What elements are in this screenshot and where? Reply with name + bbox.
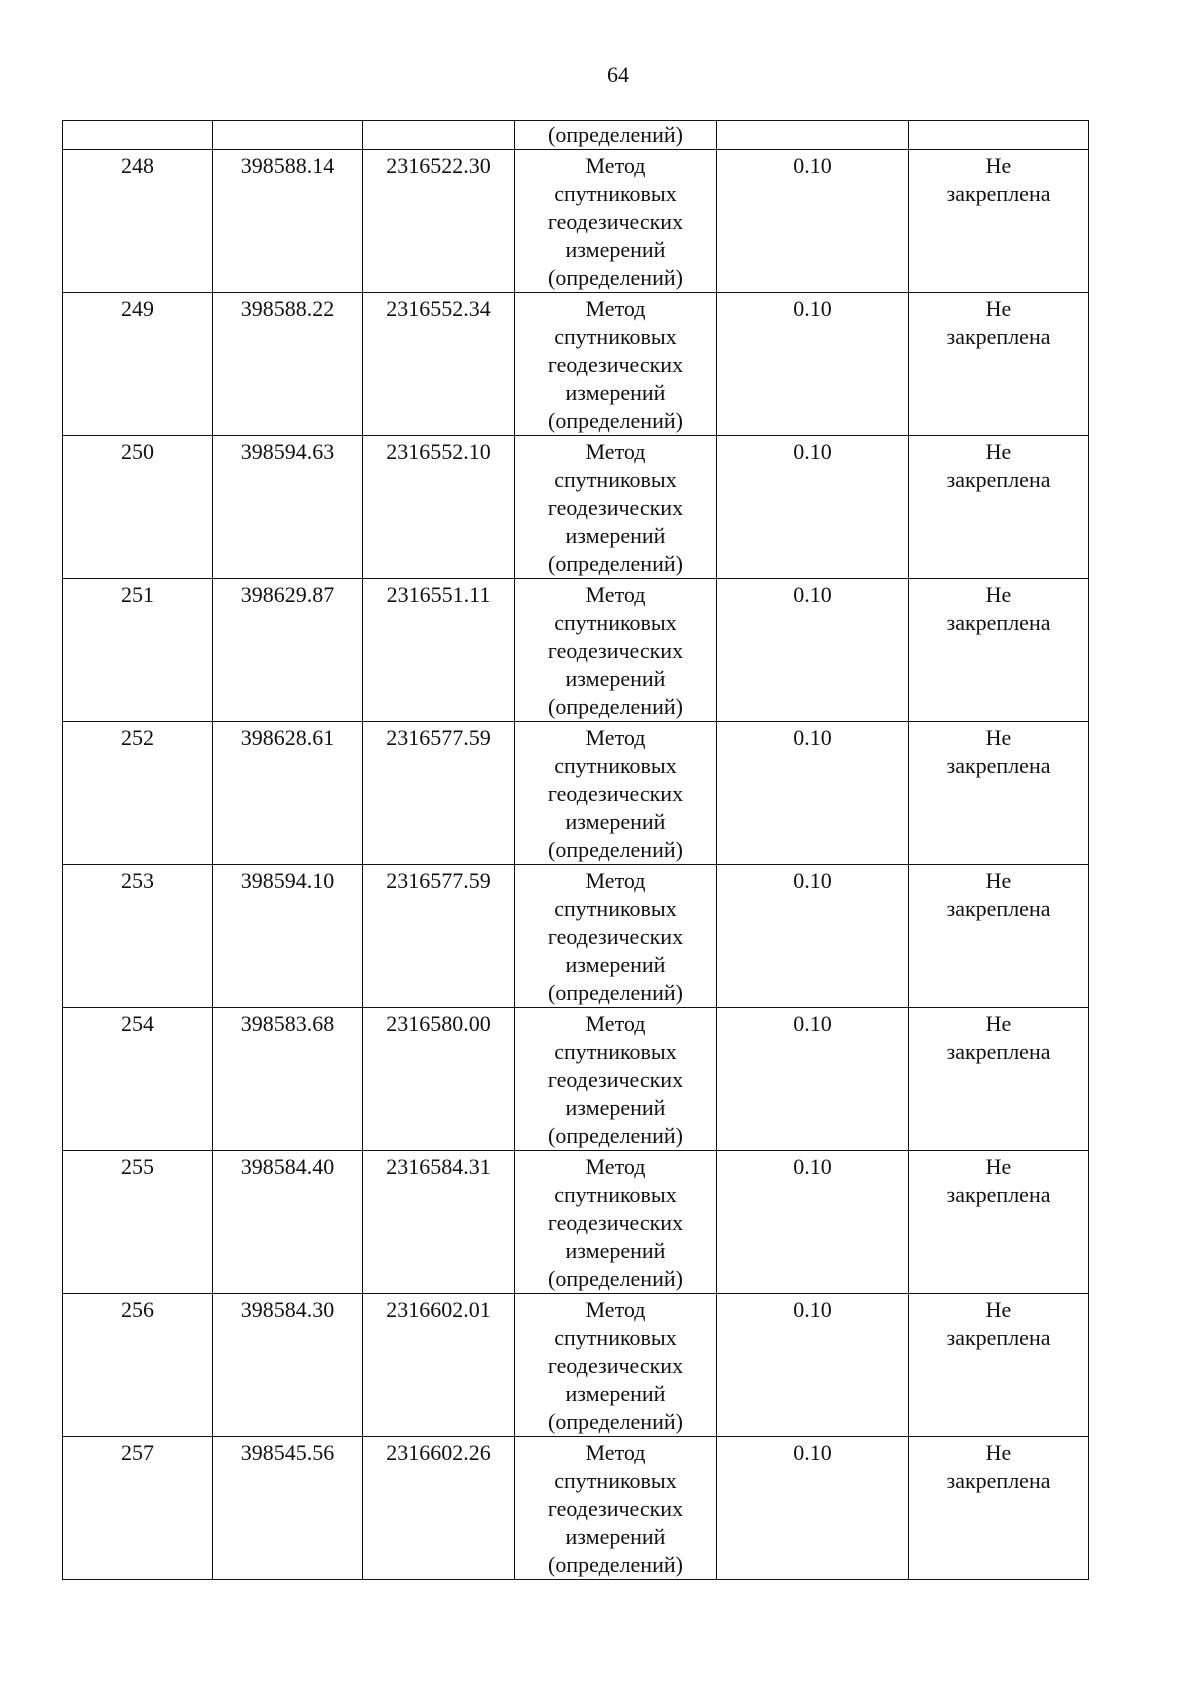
table-cell <box>717 121 909 150</box>
fixation-text-line: Не <box>985 1297 1012 1322</box>
method-cell <box>515 1151 717 1294</box>
method-text-line: (определений) <box>548 837 683 862</box>
method-text-line: спутниковых <box>554 1182 677 1207</box>
fixation-text-line: Не <box>985 582 1012 607</box>
error-cell: 0.10 <box>717 1008 909 1151</box>
method-text-line: спутниковых <box>554 896 677 921</box>
method-text-line: (определений) <box>548 265 683 290</box>
point-number-cell: 251 <box>63 579 213 722</box>
x-coordinate-cell: 398584.40 <box>213 1151 363 1294</box>
table-row <box>63 722 1089 865</box>
table-row <box>63 436 1089 579</box>
method-text-line: измерений <box>565 1238 666 1263</box>
method-text-line: геодезических <box>547 924 684 949</box>
method-text-line: измерений <box>565 380 666 405</box>
method-text-line: Метод <box>585 1440 646 1465</box>
y-coordinate-cell: 2316552.10 <box>363 436 515 579</box>
method-text-line: (определений) <box>548 694 683 719</box>
method-text-line: измерений <box>565 1381 666 1406</box>
fixation-text-line: закреплена <box>946 610 1051 635</box>
y-coordinate-cell: 2316577.59 <box>363 865 515 1008</box>
method-text-line: спутниковых <box>554 1468 677 1493</box>
x-coordinate-cell: 398584.30 <box>213 1294 363 1437</box>
fixation-text-line: Не <box>985 296 1012 321</box>
method-text-line: спутниковых <box>554 467 677 492</box>
table-row <box>63 1151 1089 1294</box>
error-cell: 0.10 <box>717 293 909 436</box>
method-text-line: (определений) <box>548 1266 683 1291</box>
point-number-cell: 252 <box>63 722 213 865</box>
table-cell <box>213 121 363 150</box>
fixation-cell <box>909 1151 1089 1294</box>
method-text-line: измерений <box>565 809 666 834</box>
y-coordinate-cell: 2316551.11 <box>363 579 515 722</box>
page-number: 64 <box>607 62 629 87</box>
y-coordinate-cell: 2316602.01 <box>363 1294 515 1437</box>
error-cell: 0.10 <box>717 150 909 293</box>
method-text-line: Метод <box>585 439 646 464</box>
method-cell <box>515 579 717 722</box>
method-text-line: геодезических <box>547 781 684 806</box>
method-cell <box>515 722 717 865</box>
fixation-text-line: закреплена <box>946 324 1051 349</box>
method-text-line: Метод <box>585 153 646 178</box>
method-cell <box>515 1294 717 1437</box>
error-cell: 0.10 <box>717 579 909 722</box>
method-cell <box>515 150 717 293</box>
method-text-line: спутниковых <box>554 181 677 206</box>
fixation-text-line: закреплена <box>946 467 1051 492</box>
method-text-line: геодезических <box>547 1496 684 1521</box>
method-text-line: геодезических <box>547 638 684 663</box>
error-cell: 0.10 <box>717 436 909 579</box>
point-number-cell: 248 <box>63 150 213 293</box>
table-cell <box>909 121 1089 150</box>
fixation-text-line: закреплена <box>946 753 1051 778</box>
table-row <box>63 865 1089 1008</box>
fixation-text-line: закреплена <box>946 1325 1051 1350</box>
point-number-cell: 253 <box>63 865 213 1008</box>
y-coordinate-cell: 2316584.31 <box>363 1151 515 1294</box>
y-coordinate-cell: 2316580.00 <box>363 1008 515 1151</box>
table-cell <box>63 121 213 150</box>
fixation-cell <box>909 579 1089 722</box>
method-text-line: (определений) <box>548 1409 683 1434</box>
method-text-line: (определений) <box>548 980 683 1005</box>
fixation-text-line: закреплена <box>946 181 1051 206</box>
x-coordinate-cell: 398594.10 <box>213 865 363 1008</box>
method-text-line: спутниковых <box>554 610 677 635</box>
point-number-cell: 254 <box>63 1008 213 1151</box>
y-coordinate-cell: 2316552.34 <box>363 293 515 436</box>
fixation-cell <box>909 1008 1089 1151</box>
fixation-cell <box>909 436 1089 579</box>
method-text-line: геодезических <box>547 495 684 520</box>
fixation-cell <box>909 150 1089 293</box>
method-cell <box>515 865 717 1008</box>
error-cell: 0.10 <box>717 865 909 1008</box>
fixation-cell <box>909 865 1089 1008</box>
method-text-line: измерений <box>565 666 666 691</box>
method-text-line: спутниковых <box>554 1325 677 1350</box>
point-number-cell: 256 <box>63 1294 213 1437</box>
y-coordinate-cell: 2316577.59 <box>363 722 515 865</box>
method-cell <box>515 1437 717 1580</box>
table-cell: (определений) <box>515 121 717 150</box>
point-number-cell: 250 <box>63 436 213 579</box>
fixation-text-line: Не <box>985 1440 1012 1465</box>
error-cell: 0.10 <box>717 722 909 865</box>
fixation-text-line: Не <box>985 439 1012 464</box>
method-text-line: Метод <box>585 868 646 893</box>
table-row <box>63 150 1089 293</box>
point-number-cell: 257 <box>63 1437 213 1580</box>
method-text-line: (определений) <box>548 408 683 433</box>
point-number-cell: 255 <box>63 1151 213 1294</box>
table-row <box>63 293 1089 436</box>
table-cell <box>363 121 515 150</box>
y-coordinate-cell: 2316522.30 <box>363 150 515 293</box>
y-coordinate-cell: 2316602.26 <box>363 1437 515 1580</box>
point-number-cell: 249 <box>63 293 213 436</box>
x-coordinate-cell: 398588.14 <box>213 150 363 293</box>
method-text-line: (определений) <box>548 1123 683 1148</box>
continuation-row <box>63 121 1089 150</box>
fixation-text-line: Не <box>985 1154 1012 1179</box>
method-cell <box>515 436 717 579</box>
method-text-line: геодезических <box>547 352 684 377</box>
method-text-line: Метод <box>585 582 646 607</box>
method-text-line: Метод <box>585 1297 646 1322</box>
method-cell <box>515 1008 717 1151</box>
x-coordinate-cell: 398588.22 <box>213 293 363 436</box>
error-cell: 0.10 <box>717 1437 909 1580</box>
error-cell: 0.10 <box>717 1294 909 1437</box>
method-text-line: спутниковых <box>554 1039 677 1064</box>
coordinates-table <box>62 120 1089 1580</box>
method-text-line: Метод <box>585 1011 646 1036</box>
method-text-line: измерений <box>565 1095 666 1120</box>
method-text-line: Метод <box>585 296 646 321</box>
fixation-cell <box>909 293 1089 436</box>
table-row <box>63 1437 1089 1580</box>
method-text-line: спутниковых <box>554 753 677 778</box>
fixation-text-line: Не <box>985 868 1012 893</box>
method-text-line: измерений <box>565 1524 666 1549</box>
x-coordinate-cell: 398594.63 <box>213 436 363 579</box>
fixation-cell <box>909 722 1089 865</box>
fixation-text-line: Не <box>985 725 1012 750</box>
fixation-text-line: закреплена <box>946 1468 1051 1493</box>
fixation-text-line: закреплена <box>946 896 1051 921</box>
fixation-text-line: Не <box>985 153 1012 178</box>
method-text-line: геодезических <box>547 1210 684 1235</box>
fixation-text-line: закреплена <box>946 1039 1051 1064</box>
method-text-line: Метод <box>585 1154 646 1179</box>
method-text-line: геодезических <box>547 209 684 234</box>
table-row <box>63 1294 1089 1437</box>
fixation-text-line: Не <box>985 1011 1012 1036</box>
x-coordinate-cell: 398629.87 <box>213 579 363 722</box>
fixation-cell <box>909 1294 1089 1437</box>
method-text-line: (определений) <box>548 551 683 576</box>
method-text-line: (определений) <box>548 1552 683 1577</box>
fixation-text-line: закреплена <box>946 1182 1051 1207</box>
method-text-line: геодезических <box>547 1067 684 1092</box>
method-text-line: измерений <box>565 952 666 977</box>
x-coordinate-cell: 398628.61 <box>213 722 363 865</box>
table-row <box>63 579 1089 722</box>
fixation-cell <box>909 1437 1089 1580</box>
x-coordinate-cell: 398583.68 <box>213 1008 363 1151</box>
x-coordinate-cell: 398545.56 <box>213 1437 363 1580</box>
method-text-line: спутниковых <box>554 324 677 349</box>
method-cell <box>515 293 717 436</box>
method-text-line: геодезических <box>547 1353 684 1378</box>
method-text-line: измерений <box>565 523 666 548</box>
method-text-line: Метод <box>585 725 646 750</box>
method-text-line: измерений <box>565 237 666 262</box>
error-cell: 0.10 <box>717 1151 909 1294</box>
table-row <box>63 1008 1089 1151</box>
